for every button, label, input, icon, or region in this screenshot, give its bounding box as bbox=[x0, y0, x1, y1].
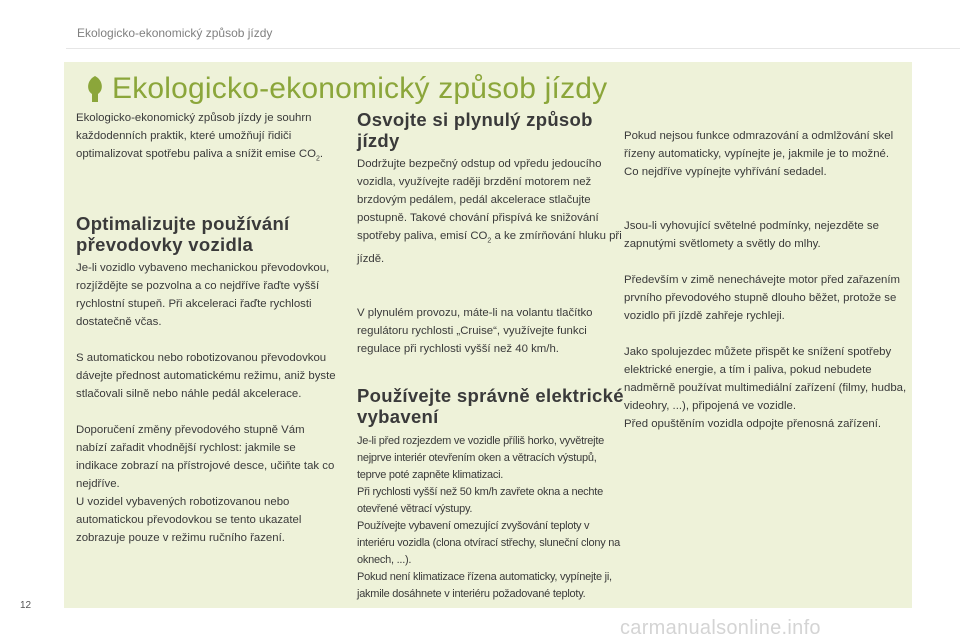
section-title-gearbox: Optimalizujte používání převodovky vozidla bbox=[76, 213, 290, 256]
column-right bbox=[624, 127, 908, 433]
intro-paragraph: Ekologicko-ekonomický způsob jízdy je souhrn každodenních praktik, které umožňují řidiči optimalizovat spotřebu paliva a snížit emise $CO_2$. bbox=[76, 112, 324, 163]
paragraph-cruise-control: V plynulém provozu, máte-li na volantu tlačítko regulátoru rychlosti „Cruise“, využívejte funkci regulace při rychlosti vyšší než 40 km/h. bbox=[357, 307, 593, 356]
header-divider bbox=[66, 48, 960, 49]
main-title-block bbox=[84, 72, 607, 106]
paragraph-close-windows: Při rychlosti vyšší než 50 km/h zavřete okna a nechte otevřené větrací výstupy. bbox=[357, 486, 603, 516]
column-middle bbox=[357, 109, 625, 603]
paragraph-portable-devices: Před opuštěním vozidla odpojte přenosná zařízení. bbox=[624, 418, 882, 430]
electrical-equipment-text bbox=[357, 433, 625, 603]
paragraph-defrosting: Pokud nejsou funkce odmrazování a odmlžování skel řízeny automaticky, vypínejte je, jakmile je to možné. bbox=[624, 130, 894, 160]
section-title-electrical-equipment: Používejte správně elektrické vybavení bbox=[357, 385, 624, 428]
page-number: 12 bbox=[20, 600, 32, 611]
paragraph-winter-engine: Především v zimě nenechávejte motor před zařazením prvního převodového stupně dlouho běžet, protože se vozidlo při jízdě zahřeje rychleji. bbox=[624, 274, 901, 322]
column-left bbox=[76, 109, 336, 547]
paragraph-robotized-gearbox: U vozidel vybavených robotizovanou nebo automatickou převodovkou se tento ukazatel zobrazuje pouze v režimu ručního řazení. bbox=[76, 496, 302, 545]
section-title-smooth-driving: Osvojte si plynulý způsob jízdy bbox=[357, 109, 593, 151]
running-header: Ekologicko-ekonomický způsob jízdy bbox=[77, 26, 273, 40]
paragraph-gear-shift-indicator: Doporučení změny převodového stupně Vám nabízí zařadit vhodnější rychlost: jakmile se indikace zobrazí na přístrojové desce, učiňte tak co nejdříve. bbox=[76, 424, 335, 491]
page-title: Ekologicko-ekonomický způsob jízdy bbox=[112, 72, 608, 105]
watermark: carmanualsonline.info bbox=[620, 617, 821, 639]
paragraph-headlamps: Jsou-li vyhovující světelné podmínky, nejezděte se zapnutými světlomety a světly do mlhy. bbox=[624, 220, 879, 250]
leaf-icon bbox=[84, 74, 106, 104]
paragraph-sun-blinds: Používejte vybavení omezující zvyšování teploty v interiéru vozidla (clona otvírací střechy, sluneční clony na oknech, ...). bbox=[357, 520, 620, 567]
paragraph-seat-heating: Co nejdříve vypínejte vyhřívání sedadel. bbox=[624, 166, 827, 178]
paragraph-air-conditioning: Pokud není klimatizace řízena automaticky, vypínejte ji, jakmile dosáhnete v interiéru požadované teploty. bbox=[357, 571, 612, 601]
paragraph-ventilation: Je-li před rozjezdem ve vozidle příliš horko, vyvětrejte nejprve interiér otevřením oken a větracích výstupů, teprve poté zapněte klimatizaci. bbox=[357, 435, 605, 482]
paragraph-safe-distance: Dodržujte bezpečný odstup od vpředu jedoucího vozidla, využívejte raději brzdění motorem než brzdovým pedálem, pedál akcelerace stlačujte postupně. Takové chování přispívá ke snižování spotřeby paliva, emisí $CO_2$ a ke zmírňování hluku při jízdě. bbox=[357, 158, 622, 266]
paragraph-multimedia: Jako spolujezdec můžete přispět ke snížení spotřeby elektrické energie, a tím i paliva, pokud nebudete nadměrně používat multimediální zařízení (filmy, hudba, videohry, ...), připojená ve vozidle. bbox=[624, 346, 907, 412]
paragraph-manual-gearbox: Je-li vozidlo vybaveno mechanickou převodovkou, rozjíždějte se pozvolna a co nejdříve řaďte vyšší rychlostní stupeň. Při akceleraci řaďte rychlosti dostatečně včas. bbox=[76, 262, 330, 329]
paragraph-automatic-gearbox: S automatickou nebo robotizovanou převodovkou dávejte přednost automatickému režimu, aniž byste stlačovali silně nebo náhle pedál akcelerace. bbox=[76, 352, 336, 401]
